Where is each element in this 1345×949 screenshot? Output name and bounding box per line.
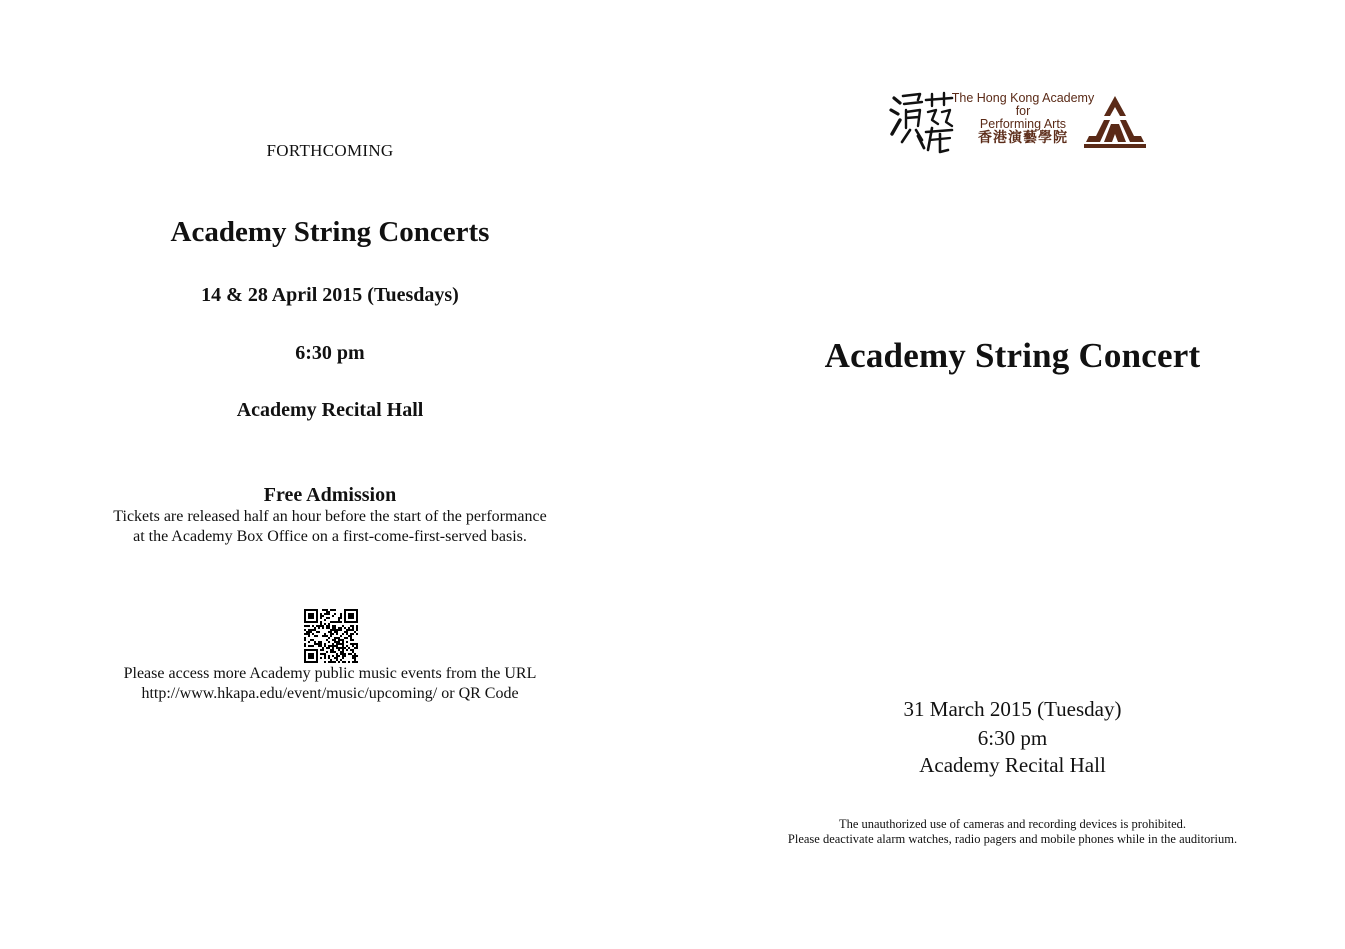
- logo-text-line-2: for: [1015, 104, 1031, 118]
- series-title: Academy String Concerts: [170, 216, 490, 248]
- concert-title: Academy String Concert: [824, 336, 1201, 375]
- hkapa-logo: [888, 90, 1144, 158]
- logo-text-line-3: Performing Arts: [979, 117, 1067, 131]
- logo-text-line-1: The Hong Kong Academy: [951, 91, 1095, 105]
- series-venue: Academy Recital Hall: [236, 399, 424, 421]
- back-cover-page: [0, 0, 660, 949]
- hkapa-triangle-mark-icon: [1082, 94, 1148, 152]
- series-dates: 14 & 28 April 2015 (Tuesdays): [201, 284, 459, 306]
- series-time: 6:30 pm: [295, 342, 365, 364]
- recording-notice: The unauthorized use of cameras and recording devices is prohibited.: [838, 817, 1187, 831]
- calligraphy-logo-icon: [888, 90, 956, 156]
- logo-chinese-name: 香港演藝學院: [978, 130, 1068, 146]
- device-notice: Please deactivate alarm watches, radio pagers and mobile phones while in the auditorium.: [787, 832, 1238, 846]
- concert-venue: Academy Recital Hall: [919, 753, 1106, 777]
- concert-time: 6:30 pm: [977, 726, 1048, 750]
- admission-heading: Free Admission: [263, 484, 397, 506]
- forthcoming-heading: FORTHCOMING: [266, 141, 394, 160]
- ticket-info-line-2: at the Academy Box Office on a first-come-first-served basis.: [133, 528, 527, 545]
- ticket-info-line-1: Tickets are released half an hour before the start of the performance: [113, 508, 547, 525]
- url-info-line-2[interactable]: http://www.hkapa.edu/event/music/upcoming/ or QR Code: [141, 685, 519, 702]
- concert-date: 31 March 2015 (Tuesday): [903, 697, 1122, 721]
- url-info-line-1: Please access more Academy public music events from the URL: [123, 665, 537, 682]
- qr-code-icon: [304, 609, 358, 663]
- front-cover-page: [680, 0, 1345, 949]
- qr-code[interactable]: [304, 609, 358, 663]
